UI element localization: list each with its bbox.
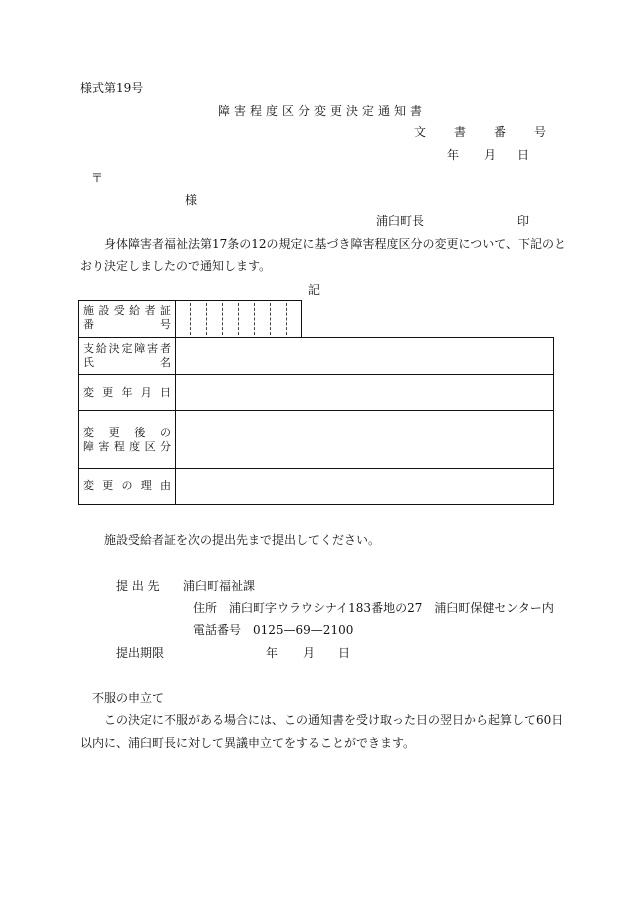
document-number-label: 文 書 番 号 [414,125,555,139]
form-number: 様式第19号 [80,81,144,95]
digit-divider [238,303,239,335]
submit-instruction: 施設受給者証を次の提出先まで提出してください。 [104,533,381,547]
seal-mark: 印 [517,214,530,228]
label-char: 変 [83,426,94,439]
digit-divider [286,303,287,335]
addressee-suffix: 様 [185,193,198,207]
label-char: 施 [83,304,94,317]
label-char: 区 [144,440,156,453]
label-char: 決 [108,342,120,355]
submit-to-value: 浦臼町福祉課 [183,579,256,593]
label-char: 年 [121,386,133,399]
label-char: 由 [160,479,171,492]
label-char: 者 [159,342,171,355]
label-char: 給 [95,342,107,355]
date-month-label: 月 [484,148,497,162]
appeal-heading: 不服の申立て [92,691,165,705]
label-char: 障 [134,342,146,355]
label-char: 障 [83,440,94,453]
deadline-month-label: 月 [303,646,316,660]
change-reason-row [79,468,553,506]
document-title: 障害程度区分変更決定通知書 [218,104,427,118]
label-char: 更 [108,426,120,439]
label-char: 日 [160,386,171,399]
label-char: 変 [83,386,94,399]
body-line-1: 身体障害者福祉法第17条の12の規定に基づき障害程度区分の変更について、下記のと [104,237,567,251]
label-char: 度 [129,440,141,453]
address-value: 浦臼町字ウラウシナイ183番地の27 浦臼町保健センター内 [229,601,554,615]
digit-divider [190,303,191,335]
label-char: 分 [159,440,171,453]
ki-heading: 記 [308,283,321,297]
phone-value: 0125—69—2100 [253,623,354,637]
deadline-label: 提出期限 [116,646,165,660]
appeal-line-1: この決定に不服がある場合には、この通知書を受け取った日の翌日から起算して60日 [104,713,564,727]
label-char: 理 [140,479,152,492]
deadline-year-label: 年 [266,646,279,660]
body-line-2: おり決定しましたので通知します。 [80,259,272,273]
label-char: 害 [98,440,110,453]
change-reason-label [79,479,175,495]
label-column-divider [175,338,176,504]
digit-divider [270,303,271,335]
label-char: 変 [83,479,94,492]
change-date-label [79,386,175,402]
label-char: 番 [83,318,94,331]
label-char: 害 [147,342,159,355]
recipient-name-label [79,342,175,372]
label-char: 程 [113,440,125,453]
issuer-name: 浦臼町長 [376,214,425,228]
change-date-row [79,374,553,411]
label-char: の [121,479,133,492]
label-char: 後 [134,426,146,439]
recipient-cert-number-label [79,304,175,336]
label-char: 設 [98,304,110,317]
label-char: の [159,426,171,439]
address-label: 住所 [193,601,218,615]
label-char: 更 [102,386,114,399]
label-char: 更 [102,479,114,492]
submit-to-label: 提 出 先 [116,579,160,593]
postal-mark: 〒 [91,171,104,185]
appeal-line-2: 以内に、浦臼町長に対して異議申立てをすることができます。 [80,736,416,750]
label-char: 証 [159,304,171,317]
date-day-label: 日 [517,148,530,162]
label-char: 給 [129,304,141,317]
label-char: 名 [160,356,171,369]
new-classification-label [79,426,175,456]
label-char: 月 [140,386,152,399]
label-char: 支 [83,342,94,355]
phone-label: 電話番号 [193,623,242,637]
date-year-label: 年 [447,148,460,162]
deadline-day-label: 日 [338,646,351,660]
recipient-cert-number-row [78,300,302,338]
details-table [78,337,554,505]
digit-divider [206,303,207,335]
label-char: 号 [160,318,171,331]
label-char: 定 [121,342,133,355]
digit-divider [222,303,223,335]
label-char: 氏 [83,356,94,369]
digit-divider [254,303,255,335]
label-char: 者 [144,304,156,317]
label-char: 受 [113,304,125,317]
new-classification-row [79,410,553,469]
